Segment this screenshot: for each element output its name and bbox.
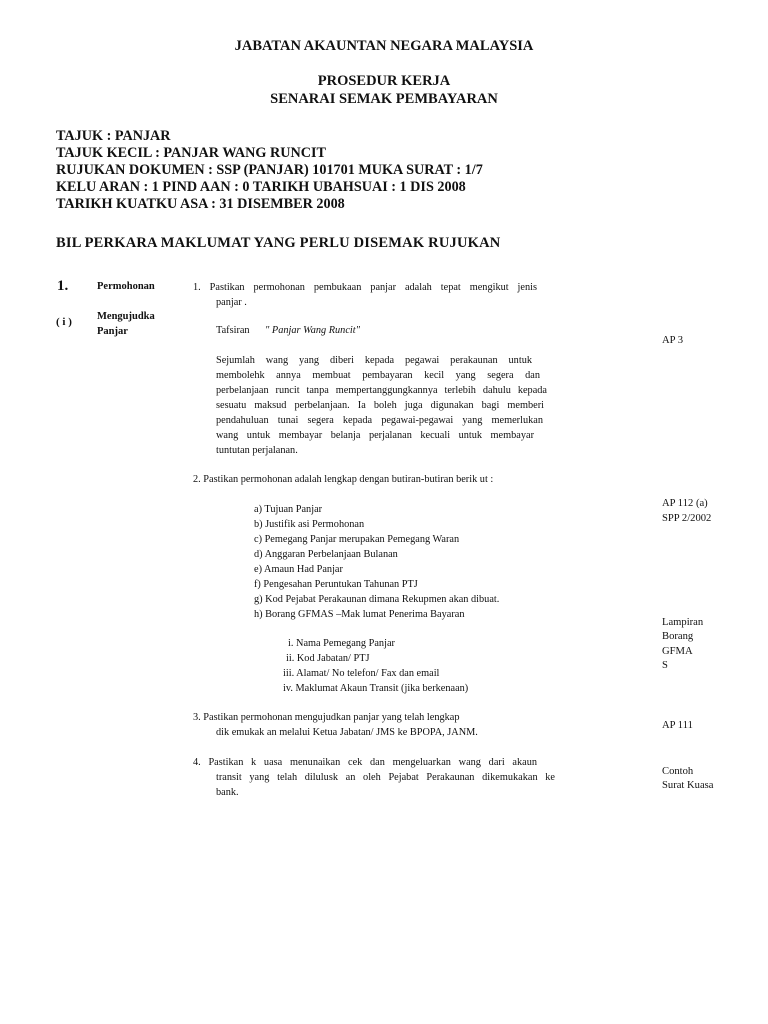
item3-line1: 3. Pastikan permohonan mengujudkan panjar yang telah lengkap: [193, 712, 460, 723]
item4-line2: transit yang telah dilulusk an oleh Pejabat Perakaunan dikemukakan ke: [216, 772, 555, 783]
item4-line3: bank.: [216, 787, 239, 798]
meta-tajuk: TAJUK : PANJAR: [56, 128, 171, 144]
lampiran-line1: Lampiran: [662, 617, 704, 628]
sublist-item-i: i. Nama Pemegang Panjar: [288, 638, 395, 649]
item4-ref-surat: Surat Kuasa: [662, 780, 714, 791]
item1-line2: panjar .: [216, 297, 247, 308]
item2-line: 2. Pastikan permohonan adalah lengkap dengan butiran-butiran berik ut :: [193, 474, 494, 485]
list-item-d: d) Anggaran Perbelanjaan Bulanan: [254, 549, 398, 560]
sub-section-number: ( i ): [56, 316, 72, 328]
lampiran-line4: S: [662, 660, 668, 671]
para-line-1: Sejumlah wang yang diberi kepada pegawai perakaunan untuk: [216, 355, 532, 366]
lampiran-line2: Borang: [662, 631, 694, 642]
item4-ref-contoh: Contoh: [662, 766, 694, 777]
para-line-6: wang untuk membayar belanja perjalanan kecuali untuk membayar: [216, 430, 534, 441]
meta-tajuk-kecil: TAJUK KECIL : PANJAR WANG RUNCIT: [56, 145, 326, 161]
list-item-h: h) Borang GFMAS –Mak lumat Penerima Bayaran: [254, 609, 465, 620]
meta-keluaran: KELU ARAN : 1 PIND AAN : 0 TARIKH UBAHSUAI : 1 DIS 2008: [56, 179, 466, 195]
list-item-e: e) Amaun Had Panjar: [254, 564, 343, 575]
tafsiran-value: " Panjar Wang Runcit": [265, 325, 360, 336]
para-line-2: membolehk annya membuat pembayaran kecil yang segera dan: [216, 370, 540, 381]
column-headers: BIL PERKARA MAKLUMAT YANG PERLU DISEMAK RUJUKAN: [56, 235, 501, 251]
section-label: Permohonan: [97, 281, 155, 292]
item2-ref-spp: SPP 2/2002: [662, 513, 712, 524]
doc-name: SENARAI SEMAK PEMBAYARAN: [270, 91, 498, 107]
sublist-item-iii: iii. Alamat/ No telefon/ Fax dan email: [283, 668, 440, 679]
list-item-a: a) Tujuan Panjar: [254, 504, 323, 515]
list-item-b: b) Justifik asi Permohonan: [254, 519, 365, 530]
tafsiran-label: Tafsiran: [216, 325, 250, 336]
list-item-f: f) Pengesahan Peruntukan Tahunan PTJ: [254, 579, 418, 590]
item3-ref: AP 111: [662, 720, 693, 731]
meta-tarikh: TARIKH KUATKU ASA : 31 DISEMBER 2008: [56, 196, 345, 212]
para-line-5: pendahuluan tunai segera kepada pegawai-pegawai yang memerlukan: [216, 415, 543, 426]
list-item-g: g) Kod Pejabat Perakaunan dimana Rekupmen akan dibuat.: [254, 594, 500, 605]
list-item-c: c) Pemegang Panjar merupakan Pemegang Waran: [254, 534, 460, 545]
sub-label-line1: Mengujudka: [97, 311, 155, 322]
item3-line2: dik emukak an melalui Ketua Jabatan/ JMS ke BPOPA, JANM.: [216, 727, 478, 738]
org-title: JABATAN AKAUNTAN NEGARA MALAYSIA: [234, 38, 534, 54]
para-line-4: sesuatu maksud perbelanjaan. Ia boleh juga digunakan bagi memberi: [216, 400, 544, 411]
sub-label-line2: Panjar: [97, 326, 128, 337]
para-line-7: tuntutan perjalanan.: [216, 445, 298, 456]
item4-line1: 4. Pastikan k uasa menunaikan cek dan mengeluarkan wang dari akaun: [193, 757, 537, 768]
section-number: 1.: [57, 278, 69, 294]
sublist-item-iv: iv. Maklumat Akaun Transit (jika berkenaan): [283, 683, 469, 694]
para-line-3: perbelanjaan runcit tanpa mempertanggungkannya terlebih dahulu kepada: [216, 385, 547, 396]
meta-rujukan: RUJUKAN DOKUMEN : SSP (PANJAR) 101701 MUKA SURAT : 1/7: [56, 162, 483, 178]
item1-ref: AP 3: [662, 335, 684, 346]
sublist-item-ii: ii. Kod Jabatan/ PTJ: [286, 653, 370, 664]
item1-line1: 1. Pastikan permohonan pembukaan panjar adalah tepat mengikut jenis: [193, 282, 537, 293]
lampiran-line3: GFMA: [662, 646, 693, 657]
doc-type: PROSEDUR KERJA: [317, 73, 451, 89]
item2-ref-ap: AP 112 (a): [662, 498, 708, 509]
